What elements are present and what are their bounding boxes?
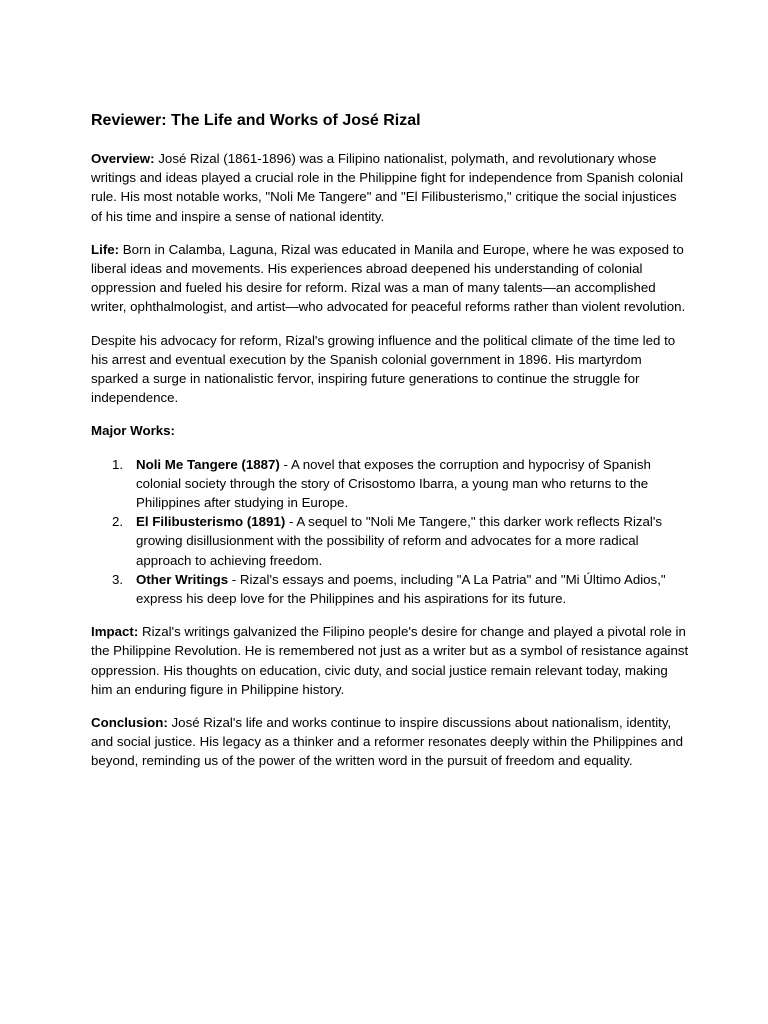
- overview-paragraph: [91, 149, 691, 226]
- conclusion-label: Conclusion:: [91, 715, 168, 731]
- overview-text: José Rizal (1861-1896) was a Filipino nationalist, polymath, and revolutionary whose writings and ideas played a crucial role in the Philippine fight for independence from Spanish colonial rule. His most notable works, "Noli Me Tangere" and "El Filibusterismo," critique the social injustices of his time and inspire a sense of national identity.: [91, 151, 684, 224]
- impact-text: Rizal's writings galvanized the Filipino people's desire for change and played a pivotal role in the Philippine Revolution. He is remembered not just as a writer but as a symbol of resistance against oppression. His thoughts on education, civic duty, and social justice remain relevant today, making him an enduring figure in Philippine history.: [91, 624, 689, 697]
- list-item: [91, 512, 691, 570]
- list-item-number: 3.: [112, 571, 124, 587]
- list-item-title: Other Writings: [136, 571, 229, 587]
- impact-paragraph: [91, 622, 691, 699]
- overview-label: Overview:: [91, 151, 155, 166]
- list-item-number: 1.: [112, 456, 124, 472]
- major-works-list: [91, 455, 691, 609]
- document-page: [91, 110, 691, 785]
- impact-label: Impact:: [91, 624, 139, 640]
- conclusion-text: José Rizal's life and works continue to inspire discussions about nationalism, identity, and social justice. His legacy as a thinker and a reformer resonates deeply within the Philippines and beyond, reminding us of the power of the written word in the pursuit of freedom and equality.: [91, 715, 684, 769]
- list-item: [91, 455, 691, 513]
- despite-paragraph: Despite his advocacy for reform, Rizal's growing influence and the political climate of the time led to his arrest and eventual execution by the Spanish colonial government in 1896. His martyrdom sparked a surge in nationalistic fervor, inspiring future generations to continue the struggle for independence.: [91, 332, 676, 406]
- life-label: Life:: [91, 241, 120, 257]
- life-text: Born in Calamba, Laguna, Rizal was educated in Manila and Europe, where he was exposed to liberal ideas and movements. His experiences abroad deepened his understanding of colonial oppression and fueled his desire for reform. Rizal was a man of many talents—an accomplished writer, ophthalmologist, and artist—who advocated for peaceful reforms rather than violent revolution.: [91, 241, 686, 315]
- list-item-text: - A novel that exposes the corruption and hypocrisy of Spanish colonial society through the story of Crisostomo Ibarra, a young man who returns to the Philippines after studying in Europe.: [136, 456, 651, 511]
- list-item-text: - Rizal's essays and poems, including "A La Patria" and "Mi Último Adios," express his deep love for the Philippines and his aspirations for its future.: [136, 571, 666, 607]
- document-title: Reviewer: The Life and Works of José Rizal: [91, 112, 421, 129]
- major-works-heading: Major Works:: [91, 423, 175, 439]
- list-item-number: 2.: [112, 514, 124, 530]
- life-paragraph: [91, 240, 691, 317]
- list-item-title: El Filibusterismo (1891): [136, 514, 286, 530]
- list-item-text: - A sequel to "Noli Me Tangere," this darker work reflects Rizal's growing disillusionment with the possibility of reform and advocates for a more radical approach to achieving freedom.: [136, 514, 663, 568]
- conclusion-paragraph: [91, 713, 691, 771]
- list-item: [91, 570, 691, 608]
- list-item-title: Noli Me Tangere (1887): [136, 456, 280, 472]
